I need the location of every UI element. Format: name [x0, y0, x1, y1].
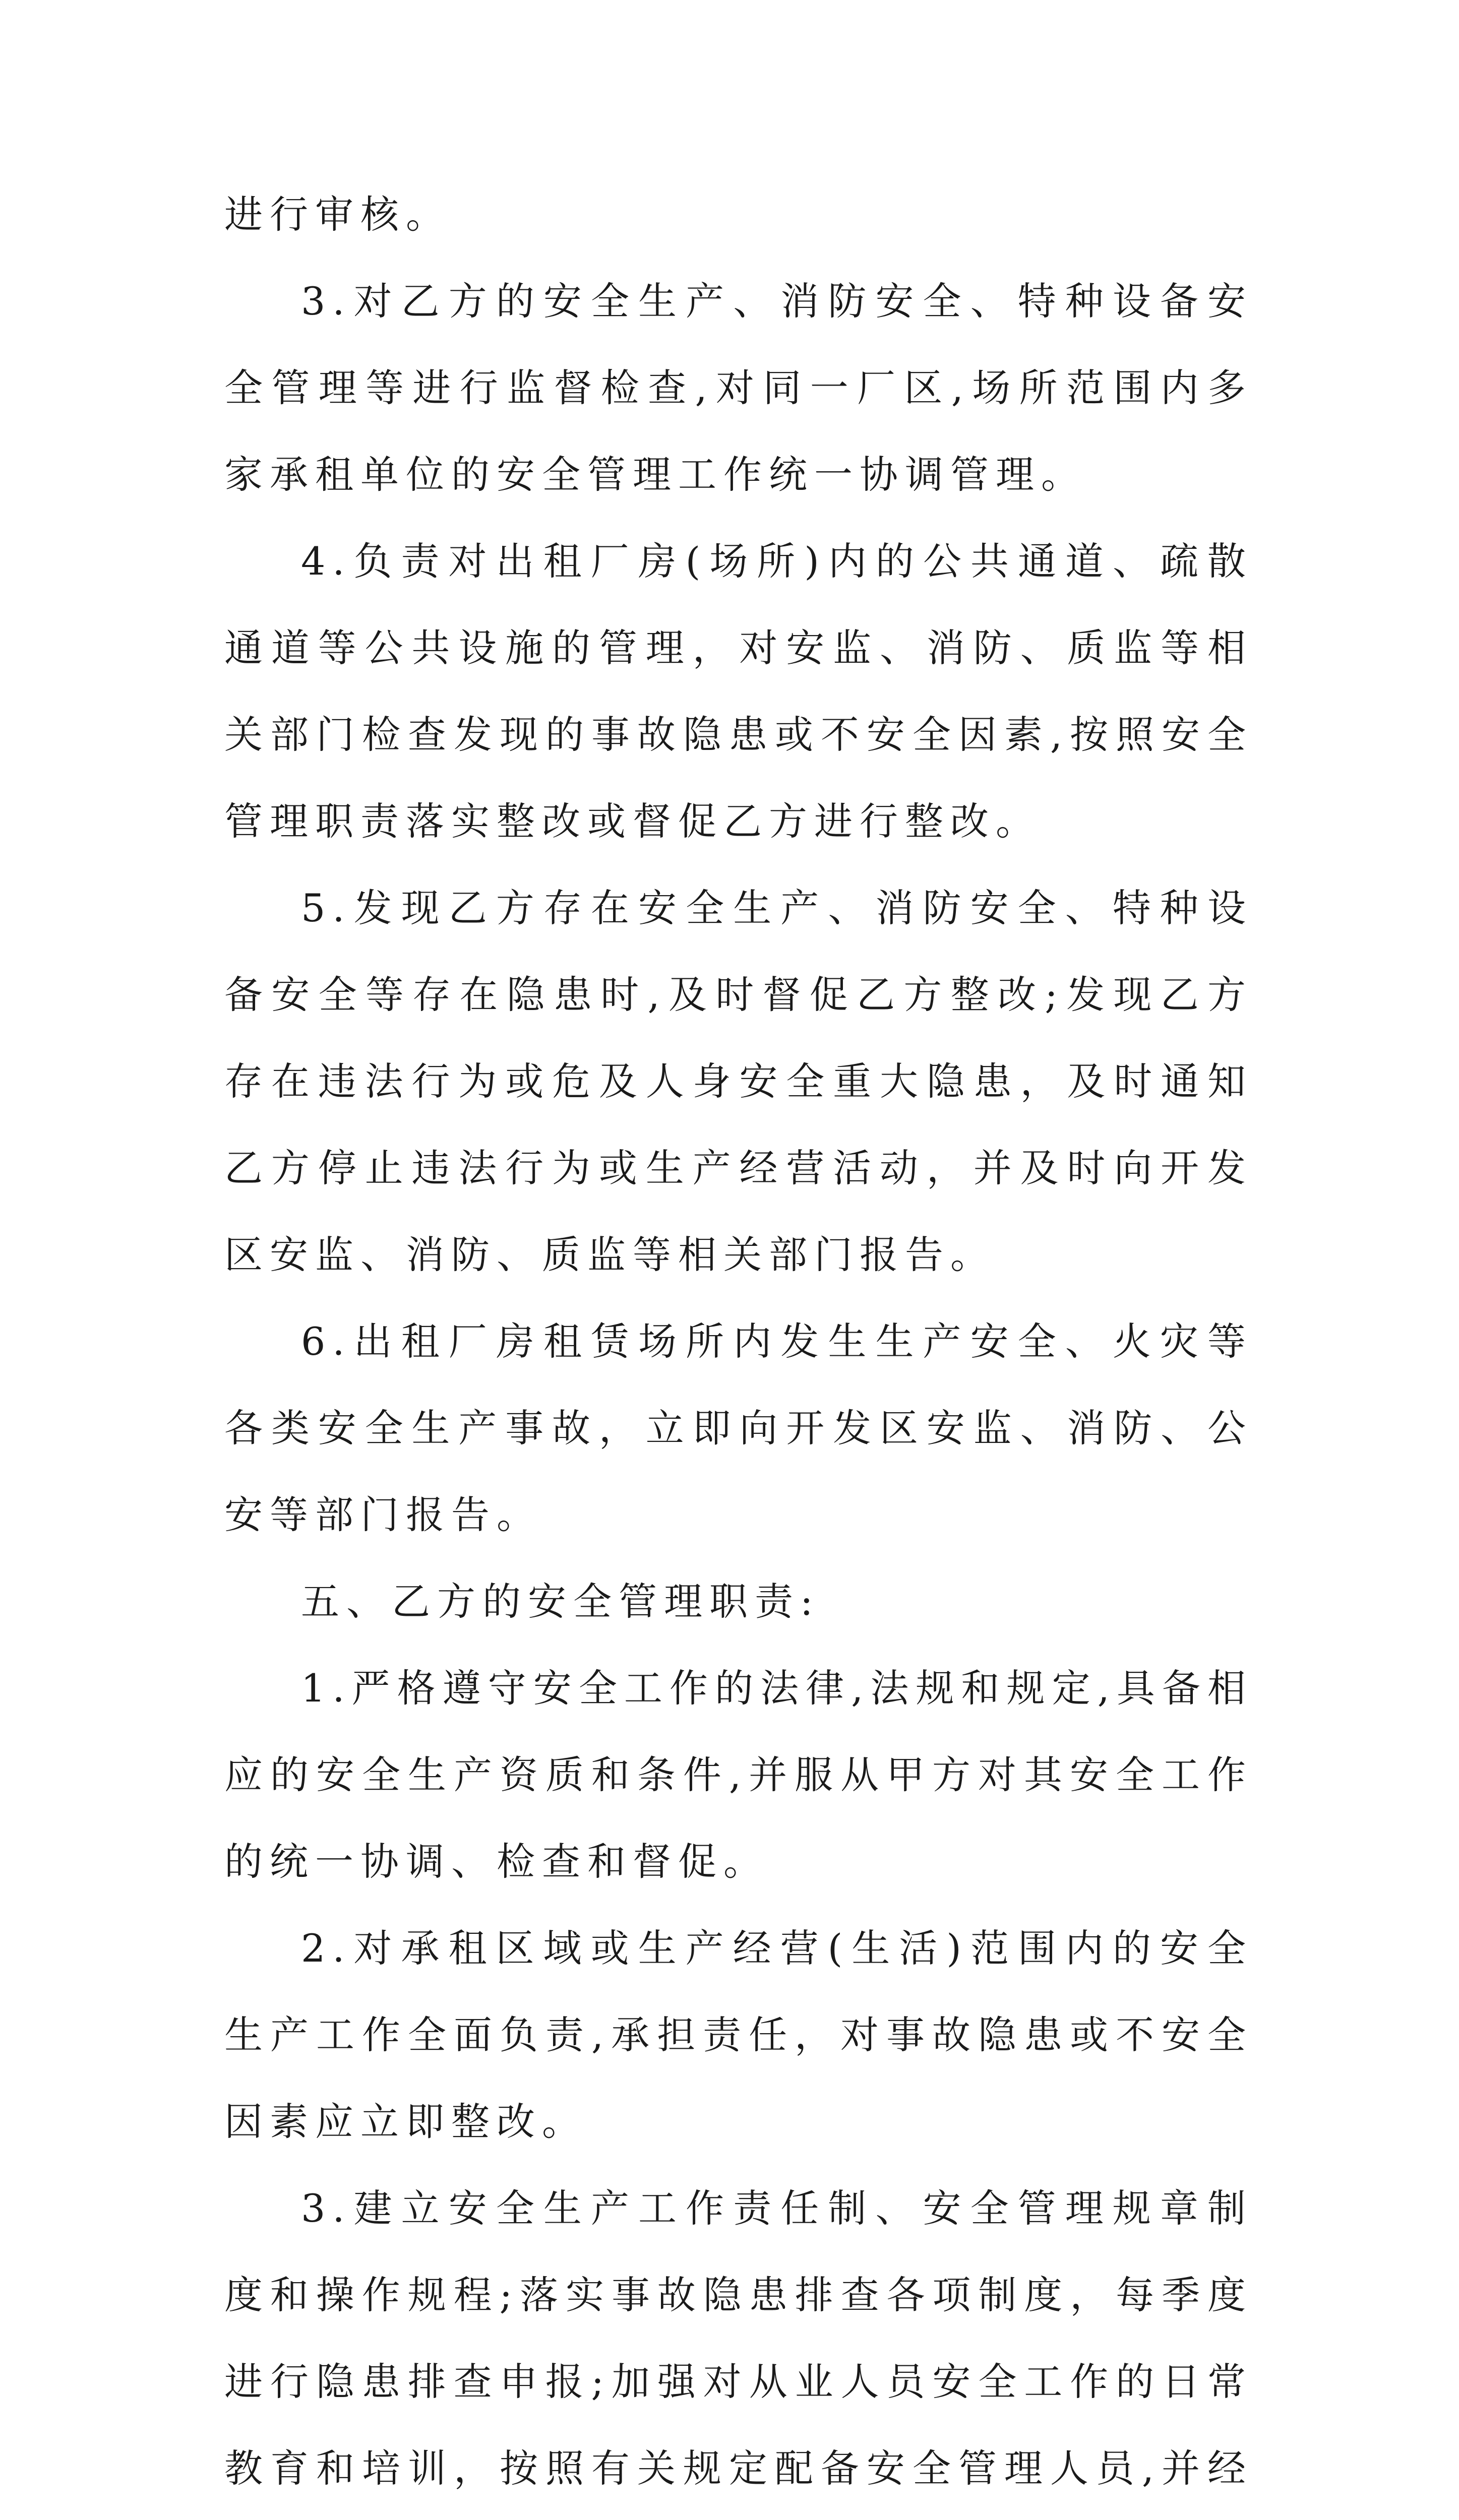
paragraph-b-item-1-compliance: 1.严格遵守安全工作的法律,法规和规定,具备相应的安全生产资质和条件,并服从甲方对其安全工作的统一协调、检查和督促。	[224, 1666, 1253, 1884]
paragraph-item-6-accident-reporting: 6.出租厂房租赁场所内发生生产安全、火灾等各类安全生产事故，立即向开发区安监、消防、公安等部门报告。	[224, 1319, 1253, 1537]
paragraph-continuation: 进行审核。	[224, 192, 451, 237]
paragraph-item-3-supervision: 3.对乙方的安全生产、消防安全、特种设备安全管理等进行监督检查,对同一厂区,场所范围内多家承租单位的安全管理工作统一协调管理。	[224, 279, 1253, 497]
paragraph-b-item-3-systems: 3.建立安全生产工作责任制、安全管理规章制度和操作规程;落实事故隐患排查各项制度，每季度进行隐患排查申报;加强对从业人员安全工作的日常教育和培训，按照有关规定配备安全管理人员,并经	[224, 2186, 1253, 2491]
paragraph-item-4-public-facilities: 4.负责对出租厂房(场所)内的公共通道、疏散通道等公共设施的管理，对安监、消防、质监等相关部门检查发现的事故隐患或不安全因素,按照安全管理职责落实整改或督促乙方进行整改。	[224, 539, 1253, 844]
paragraph-b-item-2-responsibility: 2.对承租区域或生产经营(生活)范围内的安全生产工作全面负责,承担责任，对事故隐患或不安全因素应立即整改。	[224, 1926, 1253, 2144]
paragraph-item-5-hazard-reporting: 5.发现乙方存在安全生产、消防安全、特种设备安全等存在隐患时,及时督促乙方整改;发现乙方存在违法行为或危及人身安全重大隐患，及时通知乙方停止违法行为或生产经营活动，并及时向开发区安监、消防、质监等相关部门报告。	[224, 886, 1253, 1277]
section-heading-party-b-duties: 五、乙方的安全管理职责:	[301, 1579, 820, 1624]
document-body	[224, 171, 1253, 2520]
